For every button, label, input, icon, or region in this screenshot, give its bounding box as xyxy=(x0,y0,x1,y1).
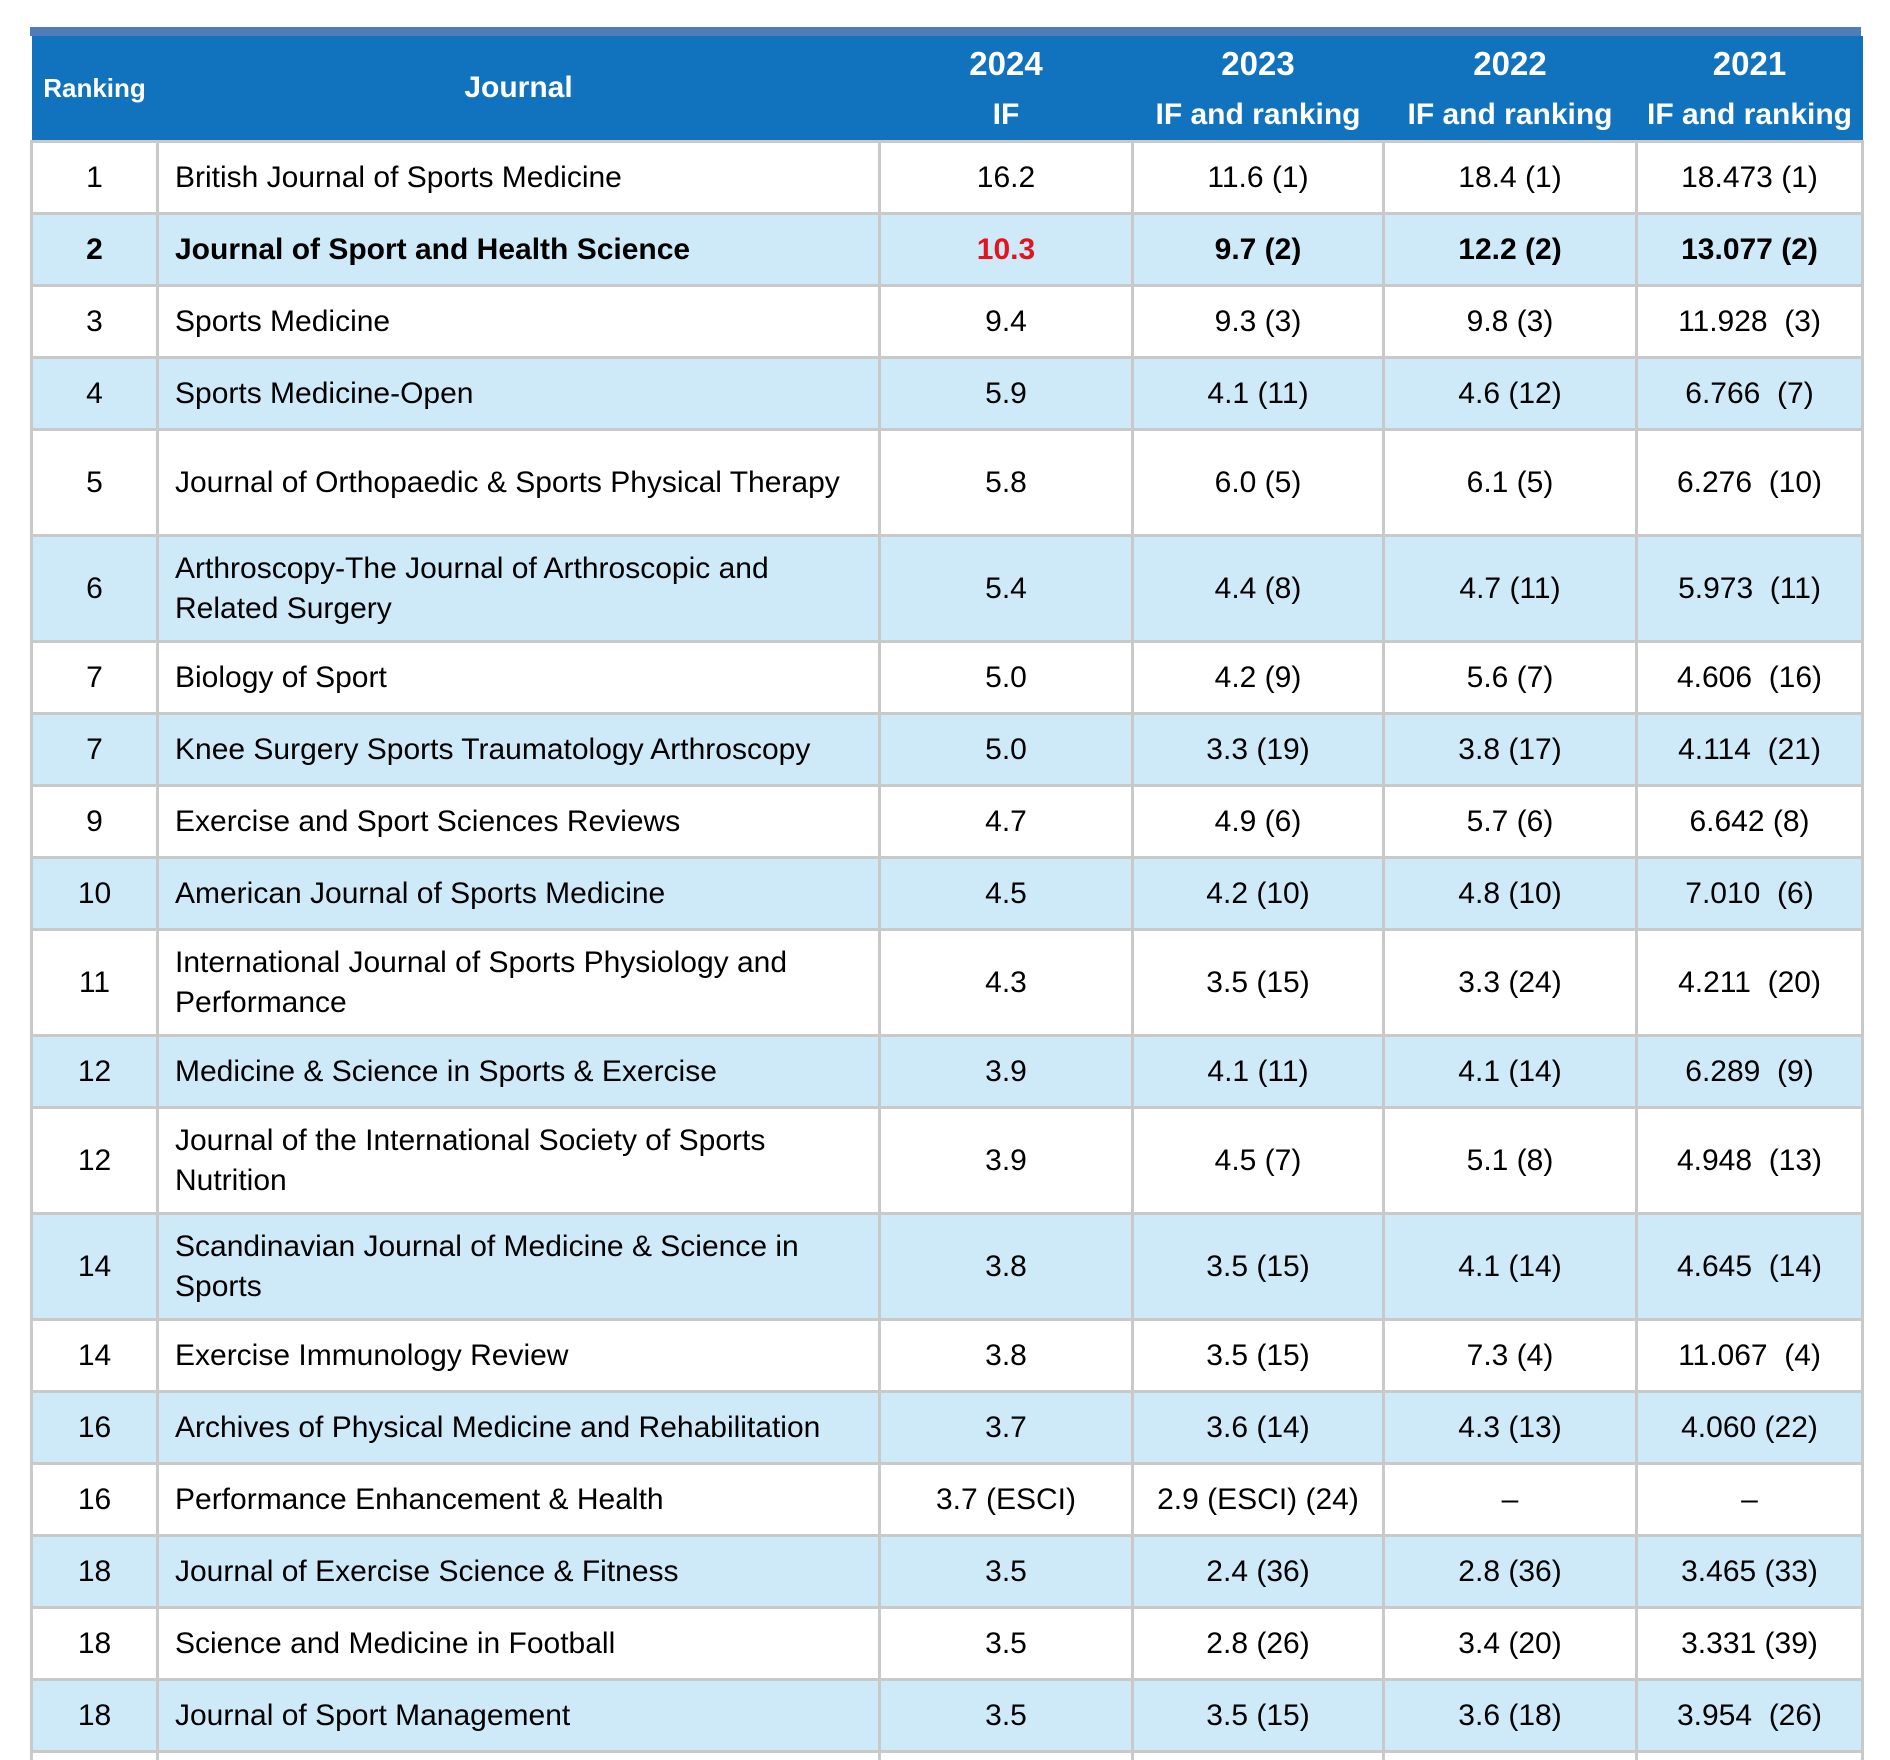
if-2023-cell: 3.5 (15) xyxy=(1133,930,1384,1036)
if-2021-cell: 3.465 (33) xyxy=(1637,1536,1863,1608)
journal-cell: Journal of Sport and Health Science xyxy=(158,214,880,286)
if-2022-cell: 5.7 (6) xyxy=(1384,786,1637,858)
if-2021-cell: 7.010 (6) xyxy=(1637,858,1863,930)
if-2023-cell: 3.5 (15) xyxy=(1133,1214,1384,1320)
if-2022-cell: 2.8 (36) xyxy=(1384,1536,1637,1608)
col-header-2024-if xyxy=(880,36,1133,142)
col-header-2021-year: 2021 xyxy=(1712,45,1787,82)
if-2023-cell: 4.4 (8) xyxy=(1133,536,1384,642)
col-header-2023-year: 2023 xyxy=(1221,45,1295,82)
table-row xyxy=(32,930,1863,1036)
if-2023-cell: 4.1 (11) xyxy=(1133,1036,1384,1108)
if-2024-cell: 5.0 xyxy=(880,714,1133,786)
table-row xyxy=(32,358,1863,430)
if-2021-cell: 4.060 (22) xyxy=(1637,1392,1863,1464)
journal-cell: Exercise Immunology Review xyxy=(158,1320,880,1392)
table-header-row xyxy=(32,36,1863,142)
table-row xyxy=(32,142,1863,214)
if-2023-cell: 6.0 (5) xyxy=(1133,430,1384,536)
if-2021-cell: 6.276 (10) xyxy=(1637,430,1863,536)
journal-cell: Journal of the International Society of Sports Nutrition xyxy=(158,1108,880,1214)
if-2021-cell: 6.289 (9) xyxy=(1637,1036,1863,1108)
ranking-cell: 12 xyxy=(32,1036,158,1108)
table-row xyxy=(32,642,1863,714)
if-2023-cell: 9.7 (2) xyxy=(1133,214,1384,286)
if-2021-cell: 11.067 (4) xyxy=(1637,1320,1863,1392)
journal-cell: Arthroscopy-The Journal of Arthroscopic and Related Surgery xyxy=(158,536,880,642)
if-2022-cell: 9.8 (3) xyxy=(1384,286,1637,358)
if-2022-cell: 3.6 (18) xyxy=(1384,1680,1637,1752)
col-header-2022-if-ranking xyxy=(1384,36,1637,142)
if-2024-cell: 4.3 xyxy=(880,930,1133,1036)
col-header-2021-sub: IF and ranking xyxy=(1646,98,1853,131)
if-2023-cell: 11.6 (1) xyxy=(1133,142,1384,214)
journal-cell: Exercise and Sport Sciences Reviews xyxy=(158,786,880,858)
table-row xyxy=(32,858,1863,930)
if-2022-cell: 4.6 (12) xyxy=(1384,358,1637,430)
if-2021-cell: 5.973 (11) xyxy=(1637,536,1863,642)
if-2024-cell: 3.9 xyxy=(880,1036,1133,1108)
table-row xyxy=(32,786,1863,858)
table-row xyxy=(32,1214,1863,1320)
table-row-partial xyxy=(32,1752,1863,1760)
if-2022-cell: 4.3 (13) xyxy=(1384,1392,1637,1464)
col-header-journal-label: Journal xyxy=(464,71,573,104)
col-header-2021-if-ranking xyxy=(1637,36,1863,142)
ranking-cell: 12 xyxy=(32,1108,158,1214)
if-2022-cell: 6.1 (5) xyxy=(1384,430,1637,536)
ranking-cell: 14 xyxy=(32,1214,158,1320)
col-header-ranking xyxy=(32,36,158,142)
if-2023-cell: 4.5 (7) xyxy=(1133,1108,1384,1214)
journal-cell: Journal of Exercise Science & Fitness xyxy=(158,1536,880,1608)
journal-cell: International Journal of Sports Physiology and Performance xyxy=(158,930,880,1036)
if-2021-cell xyxy=(1637,1752,1863,1760)
col-header-ranking-label: Ranking xyxy=(43,72,146,103)
if-2024-cell xyxy=(880,214,1133,286)
table-row xyxy=(32,1608,1863,1680)
if-2022-cell: 18.4 (1) xyxy=(1384,142,1637,214)
if-2022-cell: 5.1 (8) xyxy=(1384,1108,1637,1214)
journal-cell: American Journal of Sports Medicine xyxy=(158,858,880,930)
ranking-cell xyxy=(32,1752,158,1760)
if-2022-cell: 5.6 (7) xyxy=(1384,642,1637,714)
if-2024-cell: 16.2 xyxy=(880,142,1133,214)
table-row xyxy=(32,286,1863,358)
if-2022-cell: 12.2 (2) xyxy=(1384,214,1637,286)
if-2021-cell: 4.211 (20) xyxy=(1637,930,1863,1036)
if-2023-cell: 2.9 (ESCI) (24) xyxy=(1133,1464,1384,1536)
if-2021-cell: 4.606 (16) xyxy=(1637,642,1863,714)
if-2022-cell: 4.7 (11) xyxy=(1384,536,1637,642)
if-2024-cell: 3.7 (ESCI) xyxy=(880,1464,1133,1536)
if-2021-cell: 18.473 (1) xyxy=(1637,142,1863,214)
if-2022-cell: 4.1 (14) xyxy=(1384,1214,1637,1320)
ranking-cell: 16 xyxy=(32,1464,158,1536)
table-row xyxy=(32,1536,1863,1608)
if-2021-cell: 4.645 (14) xyxy=(1637,1214,1863,1320)
journal-cell: Sports Medicine xyxy=(158,286,880,358)
ranking-cell: 16 xyxy=(32,1392,158,1464)
col-header-2023-if-ranking xyxy=(1133,36,1384,142)
journal-cell: Biology of Sport xyxy=(158,642,880,714)
if-2024-cell: 3.5 xyxy=(880,1608,1133,1680)
table-header xyxy=(32,36,1863,142)
journal-cell: British Journal of Sports Medicine xyxy=(158,142,880,214)
table-row xyxy=(32,714,1863,786)
if-2022-cell: – xyxy=(1384,1464,1637,1536)
table-row xyxy=(32,1036,1863,1108)
if-2023-cell: 9.3 (3) xyxy=(1133,286,1384,358)
if-2021-cell: 6.642 (8) xyxy=(1637,786,1863,858)
journal-cell: Science and Medicine in Football xyxy=(158,1608,880,1680)
if-2024-cell: 3.8 xyxy=(880,1320,1133,1392)
table-row xyxy=(32,430,1863,536)
if-2024-cell: 3.7 xyxy=(880,1392,1133,1464)
journal-cell xyxy=(158,1752,880,1760)
table-row xyxy=(32,1320,1863,1392)
journal-cell: Medicine & Science in Sports & Exercise xyxy=(158,1036,880,1108)
ranking-cell: 5 xyxy=(32,430,158,536)
if-2022-cell: 4.8 (10) xyxy=(1384,858,1637,930)
journal-cell: Journal of Orthopaedic & Sports Physical Therapy xyxy=(158,430,880,536)
if-2024-cell: 5.4 xyxy=(880,536,1133,642)
col-header-2022-year: 2022 xyxy=(1473,45,1547,82)
if-2022-cell: 3.3 (24) xyxy=(1384,930,1637,1036)
ranking-cell: 18 xyxy=(32,1608,158,1680)
journal-cell: Sports Medicine-Open xyxy=(158,358,880,430)
if-2021-cell: 11.928 (3) xyxy=(1637,286,1863,358)
ranking-cell: 18 xyxy=(32,1680,158,1752)
ranking-cell: 10 xyxy=(32,858,158,930)
journal-cell: Scandinavian Journal of Medicine & Science in Sports xyxy=(158,1214,880,1320)
if-2022-cell xyxy=(1384,1752,1637,1760)
if-2024-cell: 3.9 xyxy=(880,1108,1133,1214)
if-2023-cell: 4.1 (11) xyxy=(1133,358,1384,430)
if-2023-cell: 4.2 (9) xyxy=(1133,642,1384,714)
journal-cell: Performance Enhancement & Health xyxy=(158,1464,880,1536)
ranking-cell: 7 xyxy=(32,642,158,714)
table-row xyxy=(32,1680,1863,1752)
journal-cell: Knee Surgery Sports Traumatology Arthroscopy xyxy=(158,714,880,786)
ranking-cell: 6 xyxy=(32,536,158,642)
col-header-2024-sub: IF xyxy=(992,98,1020,131)
ranking-cell: 3 xyxy=(32,286,158,358)
ranking-cell: 7 xyxy=(32,714,158,786)
if-2021-cell: 6.766 (7) xyxy=(1637,358,1863,430)
ranking-cell: 4 xyxy=(32,358,158,430)
if-2024-cell: 3.8 xyxy=(880,1214,1133,1320)
if-2023-cell: 3.5 (15) xyxy=(1133,1320,1384,1392)
if-2023-cell: 3.3 (19) xyxy=(1133,714,1384,786)
if-2021-cell: 13.077 (2) xyxy=(1637,214,1863,286)
ranking-cell: 2 xyxy=(32,214,158,286)
table-row xyxy=(32,1464,1863,1536)
table-row xyxy=(32,214,1863,286)
if-2024-cell xyxy=(880,1752,1133,1760)
if-2024-cell: 5.9 xyxy=(880,358,1133,430)
if-2021-cell: 3.954 (26) xyxy=(1637,1680,1863,1752)
ranking-cell: 9 xyxy=(32,786,158,858)
if-2024-cell: 3.5 xyxy=(880,1536,1133,1608)
if-2021-cell: 4.948 (13) xyxy=(1637,1108,1863,1214)
journal-cell: Archives of Physical Medicine and Rehabilitation xyxy=(158,1392,880,1464)
if-2023-cell: 2.8 (26) xyxy=(1133,1608,1384,1680)
if-2022-cell: 7.3 (4) xyxy=(1384,1320,1637,1392)
ranking-cell: 1 xyxy=(32,142,158,214)
if-2024-cell: 4.7 xyxy=(880,786,1133,858)
if-2022-cell: 4.1 (14) xyxy=(1384,1036,1637,1108)
if-2024-cell: 4.5 xyxy=(880,858,1133,930)
if-2022-cell: 3.8 (17) xyxy=(1384,714,1637,786)
col-header-2022-sub: IF and ranking xyxy=(1407,98,1613,131)
if-2023-cell xyxy=(1133,1752,1384,1760)
if-2024-cell: 3.5 xyxy=(880,1680,1133,1752)
col-header-journal xyxy=(158,36,880,142)
ranking-cell: 14 xyxy=(32,1320,158,1392)
table-top-accent-strip xyxy=(30,27,1861,36)
if-2021-cell: 4.114 (21) xyxy=(1637,714,1863,786)
if-2023-cell: 2.4 (36) xyxy=(1133,1536,1384,1608)
table-row xyxy=(32,1108,1863,1214)
ranking-cell: 11 xyxy=(32,930,158,1036)
ranking-cell: 18 xyxy=(32,1536,158,1608)
col-header-2024-year: 2024 xyxy=(969,45,1043,82)
col-header-2023-sub: IF and ranking xyxy=(1155,98,1361,131)
journal-if-ranking-table xyxy=(30,36,1864,1760)
journal-if-ranking-table-container xyxy=(30,27,1861,1760)
if-2024-cell: 9.4 xyxy=(880,286,1133,358)
table-row xyxy=(32,536,1863,642)
if-2024-cell: 5.0 xyxy=(880,642,1133,714)
if-2023-cell: 4.2 (10) xyxy=(1133,858,1384,930)
if-2021-cell: – xyxy=(1637,1464,1863,1536)
if-2021-cell: 3.331 (39) xyxy=(1637,1608,1863,1680)
if-2024-cell: 5.8 xyxy=(880,430,1133,536)
if-2023-cell: 3.6 (14) xyxy=(1133,1392,1384,1464)
journal-cell: Journal of Sport Management xyxy=(158,1680,880,1752)
table-body xyxy=(32,142,1863,1760)
table-row xyxy=(32,1392,1863,1464)
if-2023-cell: 4.9 (6) xyxy=(1133,786,1384,858)
if-2022-cell: 3.4 (20) xyxy=(1384,1608,1637,1680)
highlight-if-value: 10.3 xyxy=(976,232,1036,266)
if-2023-cell: 3.5 (15) xyxy=(1133,1680,1384,1752)
